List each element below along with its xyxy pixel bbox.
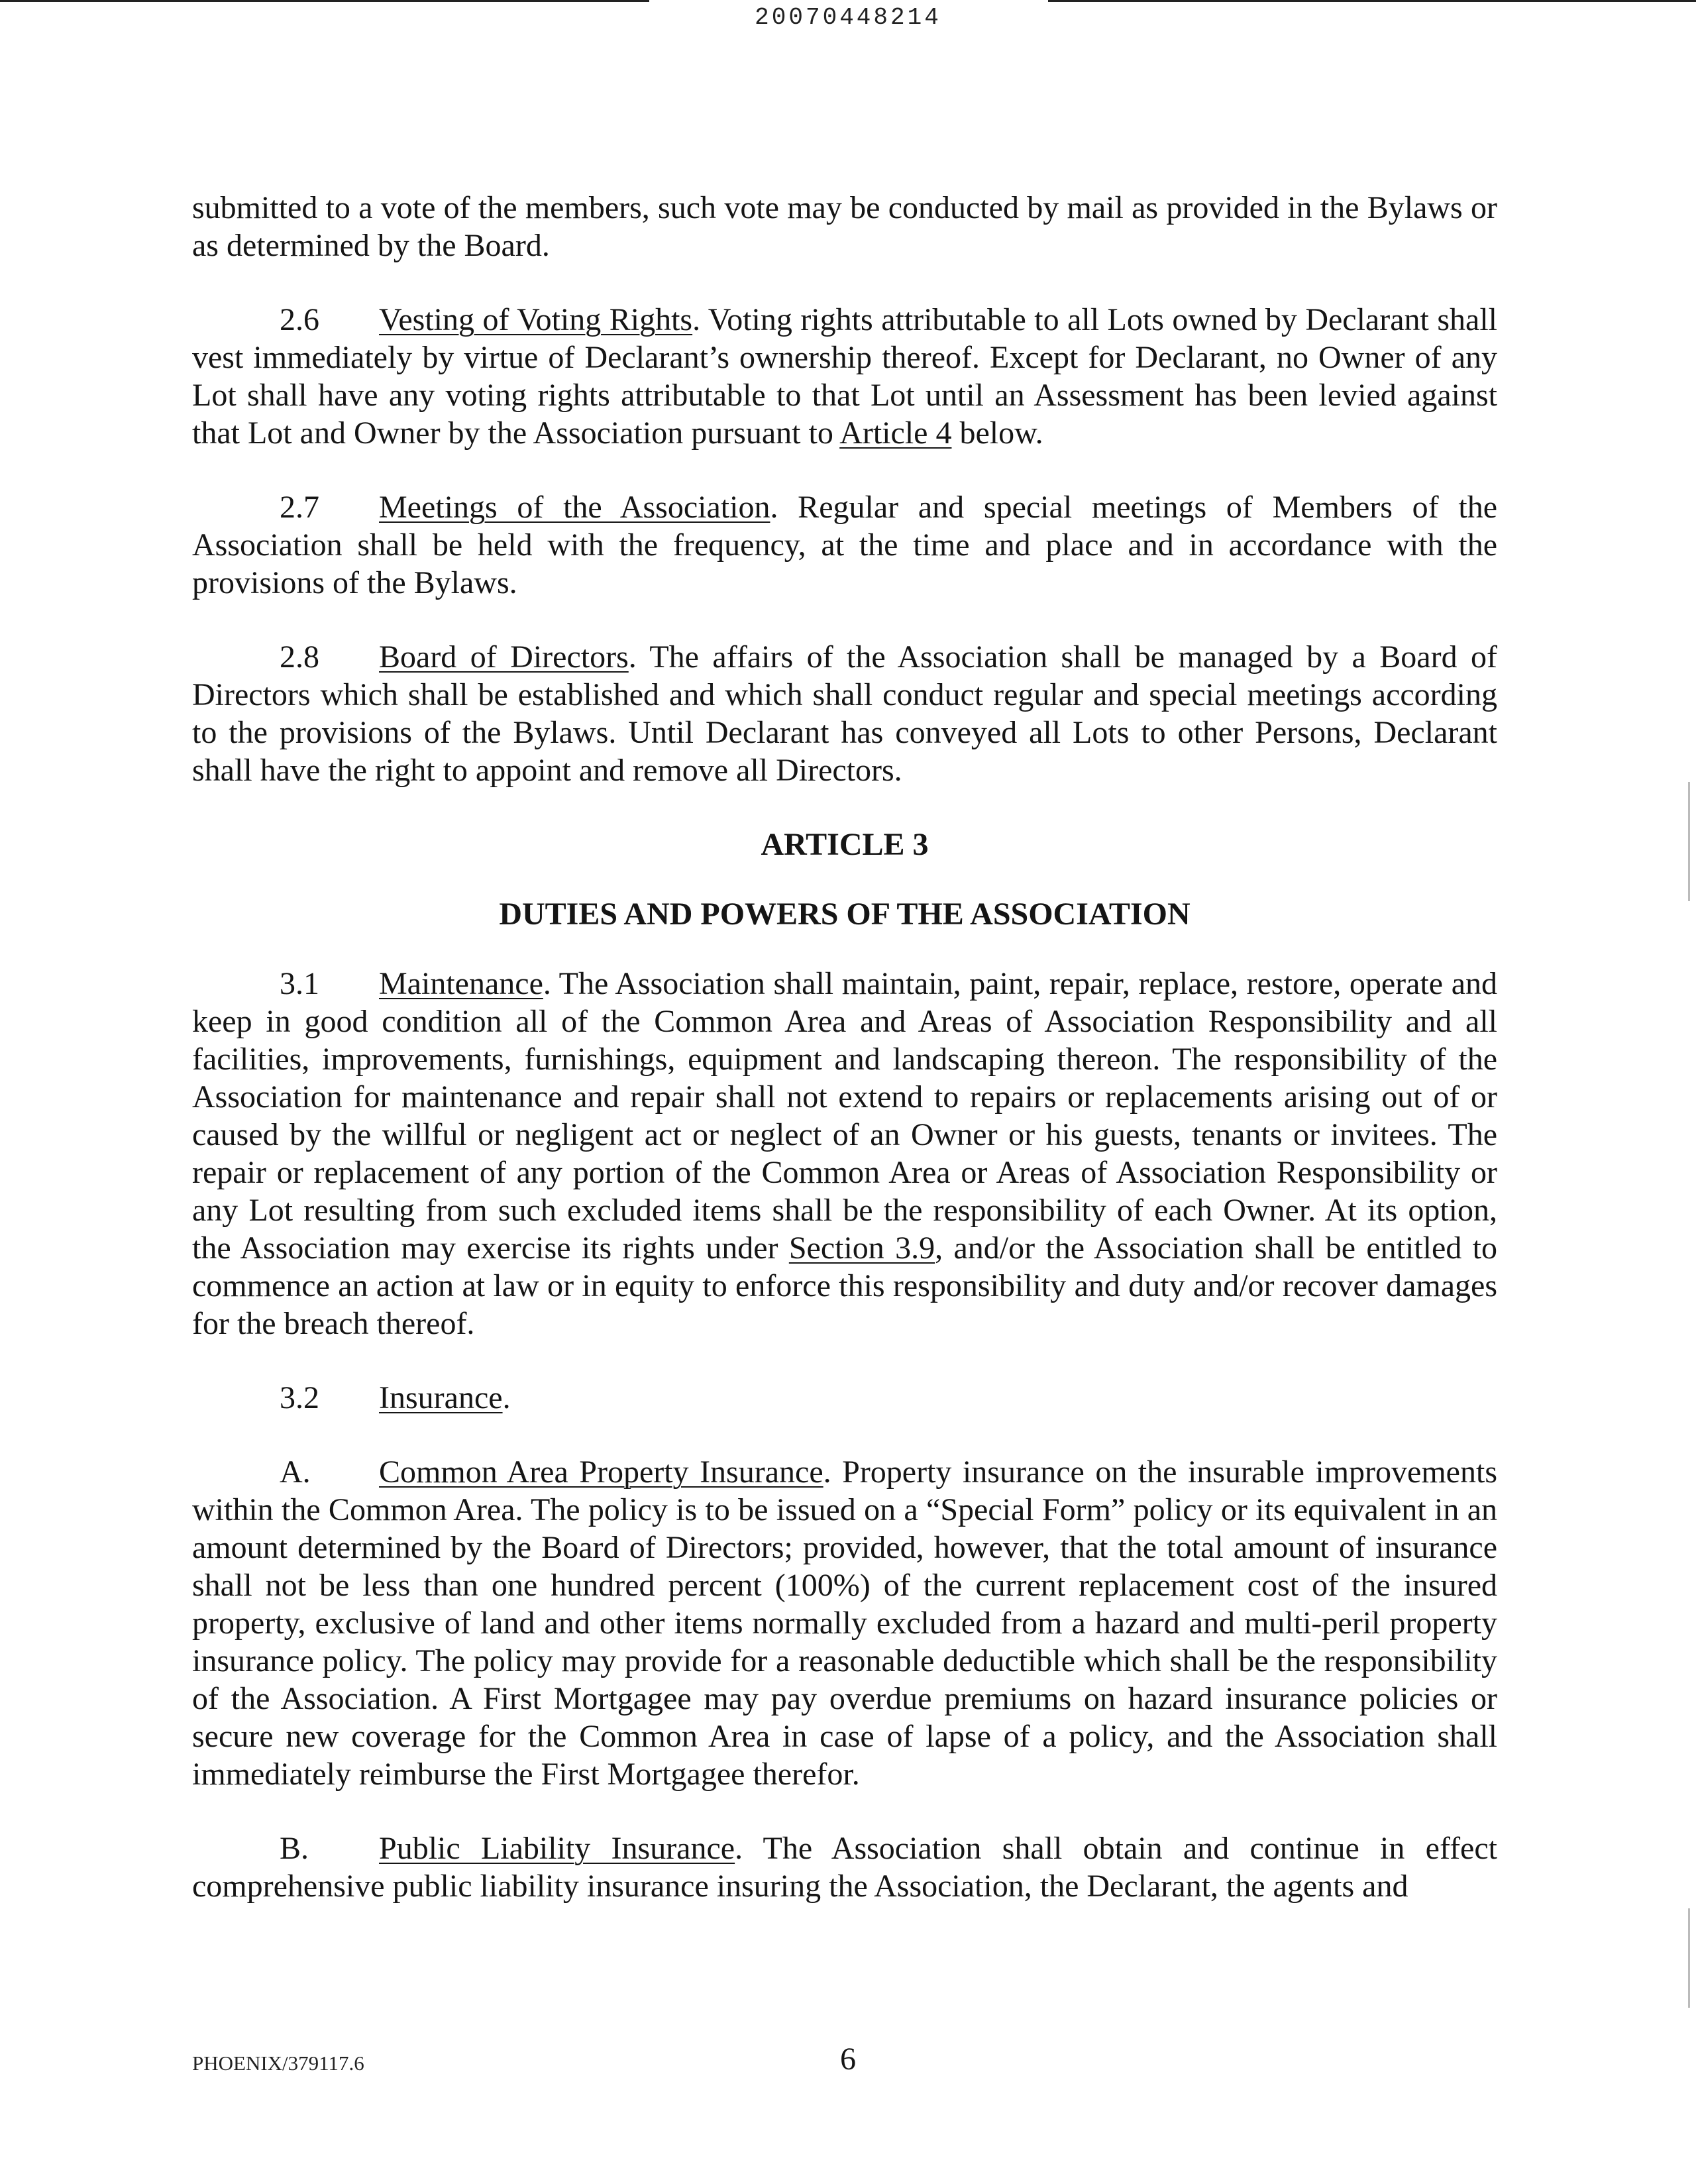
recording-number: 20070448214 xyxy=(755,4,941,31)
article-subtitle: DUTIES AND POWERS OF THE ASSOCIATION xyxy=(499,897,1191,932)
article-title: ARTICLE 3 xyxy=(761,827,929,862)
cross-reference-link: Section 3.9 xyxy=(788,1230,935,1266)
subsection-letter: B. xyxy=(280,1831,309,1866)
subsection-b xyxy=(192,1829,1497,1905)
footer-document-id: PHOENIX/379117.6 xyxy=(192,2051,364,2075)
section-2-7 xyxy=(192,488,1497,602)
section-2-8 xyxy=(192,638,1497,789)
section-text: . The affairs of the Association shall be managed by a Board of Directors which shall be established and which shall conduct regular and special meetings according to the provisions of the Bylaws. Until Declarant has conveyed all Lots to other Persons, Declarant shall have the right to appoint and remove all Directors. xyxy=(192,639,1498,788)
section-number: 2.7 xyxy=(280,490,319,525)
margin-mark xyxy=(1688,1908,1690,2008)
section-text: . Voting rights attributable to all Lots owned by Declarant shall vest immediately by virtue of Declarant’s ownership thereof. Except for Declarant, no Owner of any Lot shall have any voting rights attributable to that Lot until an Assessment has been levied against that Lot and Owner by the Association pursuant to xyxy=(192,302,1497,451)
subsection-a xyxy=(192,1453,1497,1793)
header-rule-left xyxy=(0,0,649,2)
section-2-6 xyxy=(192,301,1497,452)
subsection-text: . The Association shall obtain and continue in effect comprehensive public liability insurance insuring the Association, the Declarant, the agents and xyxy=(192,1831,1498,1904)
subsection-letter: A. xyxy=(280,1454,311,1490)
section-text-end: below. xyxy=(951,415,1043,451)
section-title: Meetings of the Association xyxy=(379,490,770,525)
section-title: Board of Directors xyxy=(379,639,629,675)
section-text: . The Association shall maintain, paint, repair, replace, restore, operate and keep in good condition all of the Common Area and Areas of Association Responsibility and all facilities, improvements, furnishings, equipment and landscaping thereon. The responsibility of the Association for maintenance and repair shall not extend to repairs or replacements arising out of or caused by the willful or negligent act or neglect of an Owner or his guests, tenants or invitees. The repair or replacement of any portion of the Common Area or Areas of Association Responsibility or any Lot resulting from such excluded items shall be the responsibility of each Owner. At its option, the Association may exercise its rights under xyxy=(192,966,1497,1266)
section-3-2 xyxy=(192,1379,1497,1417)
section-number: 3.2 xyxy=(280,1380,319,1415)
section-text: . Regular and special meetings of Members of the Association shall be held with the frequency, at the time and place and in accordance with the provisions of the Bylaws. xyxy=(192,490,1497,600)
margin-mark xyxy=(1688,782,1690,901)
section-title: Maintenance xyxy=(379,966,543,1001)
subsection-title: Public Liability Insurance xyxy=(379,1831,735,1866)
section-number: 3.1 xyxy=(280,966,319,1001)
section-text-end: , and/or the Association shall be entitled to commence an action at law or in equity to enforce this responsibility and duty and/or recover damages for the breach thereof. xyxy=(192,1230,1497,1341)
document-body xyxy=(192,189,1497,1941)
section-title: Insurance xyxy=(379,1380,503,1415)
section-3-1 xyxy=(192,965,1497,1342)
paragraph-continued: submitted to a vote of the members, such vote may be conducted by mail as provided in the Bylaws or as determined by the Board. xyxy=(192,190,1497,263)
section-number: 2.8 xyxy=(280,639,319,675)
header-rule-right xyxy=(1048,0,1696,2)
section-title: Vesting of Voting Rights xyxy=(379,302,693,337)
cross-reference-link: Article 4 xyxy=(839,415,952,451)
section-number: 2.6 xyxy=(280,302,319,337)
subsection-title: Common Area Property Insurance xyxy=(379,1454,823,1490)
page-number: 6 xyxy=(840,2042,856,2077)
subsection-text: . Property insurance on the insurable improvements within the Common Area. The policy is to be issued on a “Special Form” policy or its equivalent in an amount determined by the Board of Directors; provided, however, that the total amount of insurance shall not be less than one hundred percent (100%) of the current replacement cost of the insured property, exclusive of land and other items normally excluded from a hazard and multi-peril property insurance policy. The policy may provide for a reasonable deductible which shall be the responsibility of the Association. A First Mortgagee may pay overdue premiums on hazard insurance policies or secure new coverage for the Common Area in case of lapse of a policy, and the Association shall immediately reimburse the First Mortgagee therefor. xyxy=(192,1454,1497,1792)
section-text: . xyxy=(502,1380,511,1415)
